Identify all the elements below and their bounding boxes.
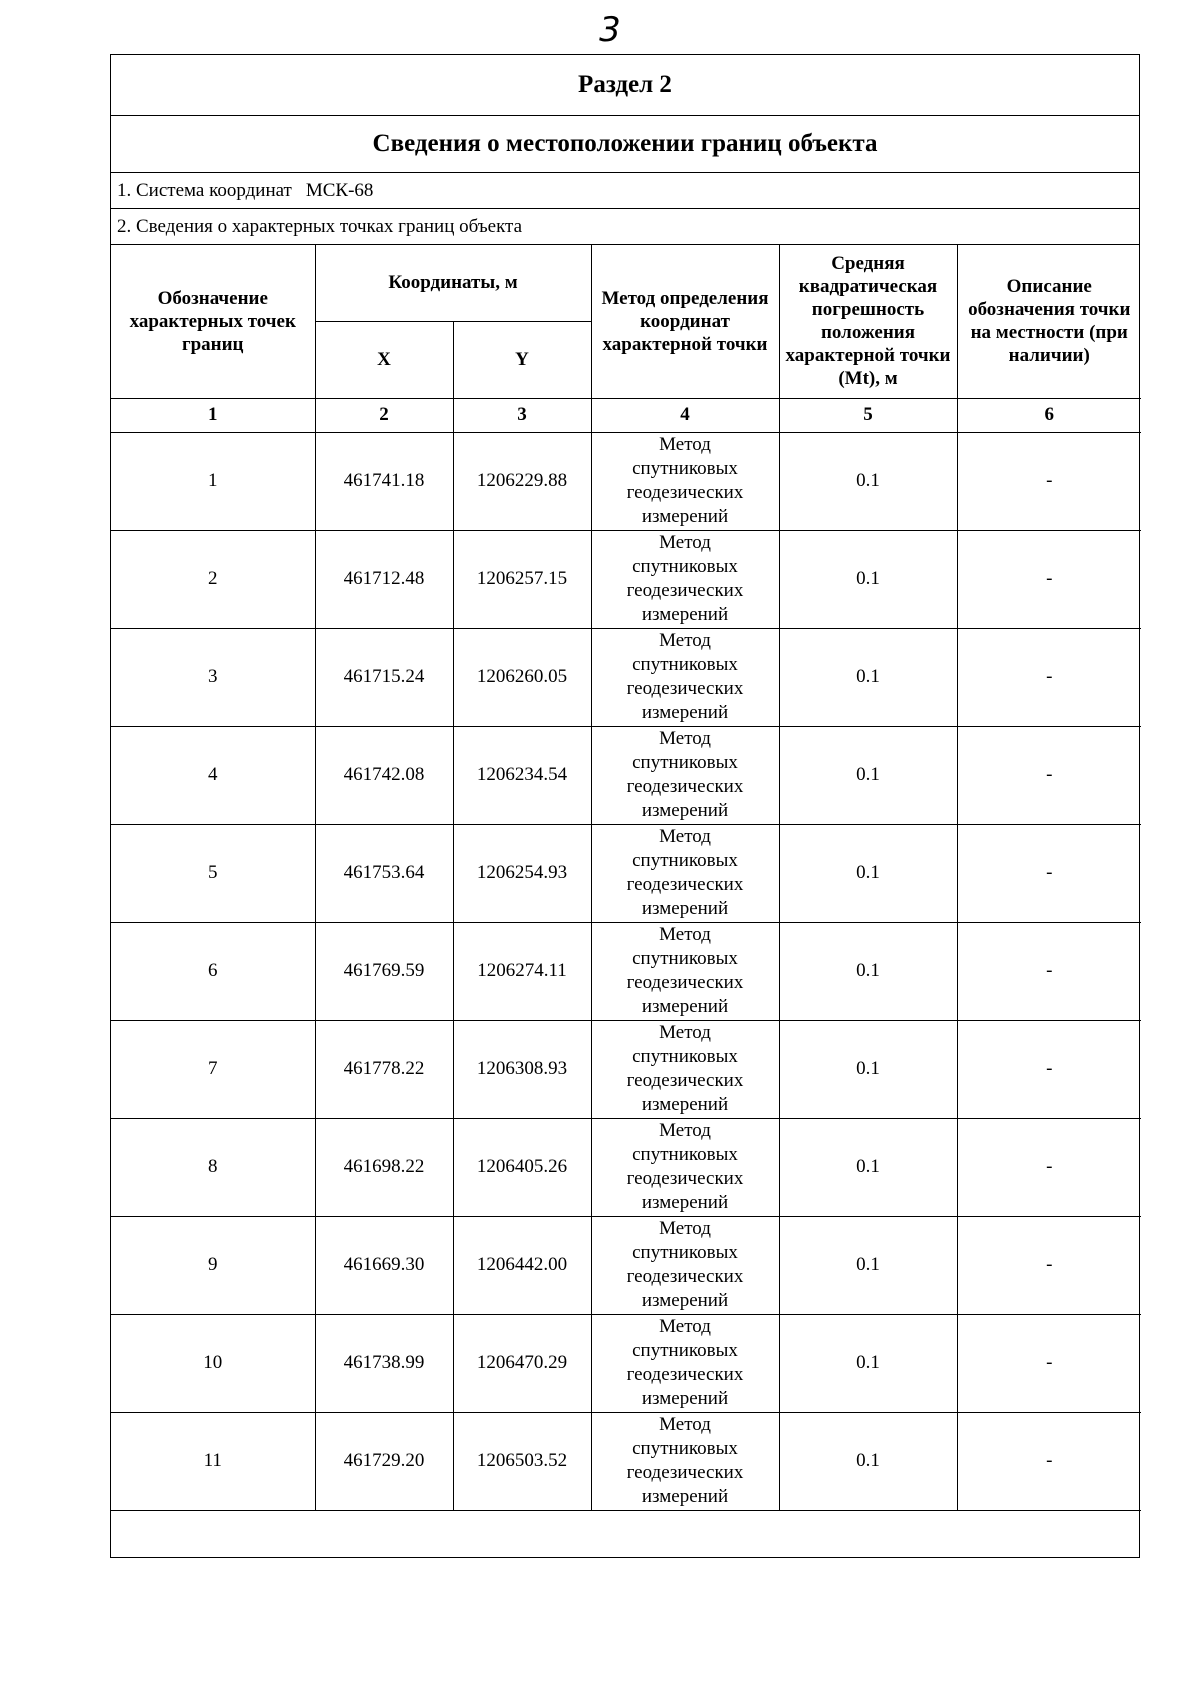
point-number: 9 <box>111 1216 315 1314</box>
error-value: 0.1 <box>779 922 957 1020</box>
method-cell: Метод спутниковых геодезических измерений <box>591 628 779 726</box>
coordinate-y: 1206274.11 <box>453 922 591 1020</box>
header-description: Описание обозначения точки на местности (при наличии) <box>957 245 1141 398</box>
coordinate-y: 1206503.52 <box>453 1412 591 1510</box>
header-error: Средняя квадратическая погрешность положения характерной точки (Mt), м <box>779 245 957 398</box>
document-title: Сведения о местоположении границ объекта <box>111 116 1139 173</box>
table-row <box>111 726 1141 824</box>
column-number: 2 <box>315 398 453 432</box>
description-value: - <box>957 1118 1141 1216</box>
method-cell: Метод спутниковых геодезических измерений <box>591 1118 779 1216</box>
description-value: - <box>957 432 1141 530</box>
method-cell: Метод спутниковых геодезических измерений <box>591 1314 779 1412</box>
description-value: - <box>957 1216 1141 1314</box>
point-number: 1 <box>111 432 315 530</box>
point-number: 11 <box>111 1412 315 1510</box>
method-cell: Метод спутниковых геодезических измерений <box>591 824 779 922</box>
coordinate-x: 461753.64 <box>315 824 453 922</box>
error-value: 0.1 <box>779 726 957 824</box>
table-row <box>111 1314 1141 1412</box>
description-value: - <box>957 1314 1141 1412</box>
description-value: - <box>957 530 1141 628</box>
coordinate-x: 461715.24 <box>315 628 453 726</box>
coordinate-x: 461669.30 <box>315 1216 453 1314</box>
description-value: - <box>957 1020 1141 1118</box>
error-value: 0.1 <box>779 1118 957 1216</box>
table-row <box>111 1118 1141 1216</box>
error-value: 0.1 <box>779 1020 957 1118</box>
header-y: Y <box>453 321 591 398</box>
coordinate-system-value: МСК-68 <box>305 180 374 201</box>
coordinate-x: 461741.18 <box>315 432 453 530</box>
method-cell: Метод спутниковых геодезических измерений <box>591 726 779 824</box>
coordinate-y: 1206257.15 <box>453 530 591 628</box>
coordinate-x: 461712.48 <box>315 530 453 628</box>
coordinate-y: 1206308.93 <box>453 1020 591 1118</box>
point-number: 6 <box>111 922 315 1020</box>
description-value: - <box>957 726 1141 824</box>
header-method: Метод определения координат характерной точки <box>591 245 779 398</box>
empty-footer-cell <box>111 1510 1141 1557</box>
method-cell: Метод спутниковых геодезических измерений <box>591 432 779 530</box>
column-number: 6 <box>957 398 1141 432</box>
column-number: 4 <box>591 398 779 432</box>
method-cell: Метод спутниковых геодезических измерений <box>591 1020 779 1118</box>
coordinate-y: 1206254.93 <box>453 824 591 922</box>
table-row <box>111 1216 1141 1314</box>
coordinate-y: 1206405.26 <box>453 1118 591 1216</box>
coordinate-y: 1206260.05 <box>453 628 591 726</box>
header-coordinates: Координаты, м <box>315 245 591 321</box>
coordinate-system-row <box>111 173 1139 209</box>
coordinate-x: 461729.20 <box>315 1412 453 1510</box>
table-row <box>111 824 1141 922</box>
column-number-row <box>111 398 1141 432</box>
coordinate-x: 461769.59 <box>315 922 453 1020</box>
method-cell: Метод спутниковых геодезических измерений <box>591 1412 779 1510</box>
coordinate-x: 461698.22 <box>315 1118 453 1216</box>
table-row <box>111 1020 1141 1118</box>
points-heading: 2. Сведения о характерных точках границ объекта <box>111 209 1139 245</box>
table-row <box>111 628 1141 726</box>
description-value: - <box>957 1412 1141 1510</box>
method-cell: Метод спутниковых геодезических измерений <box>591 1216 779 1314</box>
table-row <box>111 432 1141 530</box>
header-designation: Обозначение характерных точек границ <box>111 245 315 398</box>
coordinate-y: 1206234.54 <box>453 726 591 824</box>
coordinate-y: 1206470.29 <box>453 1314 591 1412</box>
empty-footer-row <box>111 1510 1141 1557</box>
table-row <box>111 1412 1141 1510</box>
table-row <box>111 530 1141 628</box>
point-number: 10 <box>111 1314 315 1412</box>
error-value: 0.1 <box>779 1216 957 1314</box>
coordinate-system-label: 1. Система координат <box>117 180 292 201</box>
description-value: - <box>957 628 1141 726</box>
coordinate-x: 461778.22 <box>315 1020 453 1118</box>
error-value: 0.1 <box>779 432 957 530</box>
error-value: 0.1 <box>779 1412 957 1510</box>
method-cell: Метод спутниковых геодезических измерений <box>591 922 779 1020</box>
error-value: 0.1 <box>779 824 957 922</box>
column-number: 1 <box>111 398 315 432</box>
page-number: 3 <box>599 10 621 50</box>
point-number: 2 <box>111 530 315 628</box>
column-number: 5 <box>779 398 957 432</box>
header-x: X <box>315 321 453 398</box>
section-heading: Раздел 2 <box>111 55 1139 116</box>
points-table <box>111 245 1141 1557</box>
error-value: 0.1 <box>779 628 957 726</box>
description-value: - <box>957 922 1141 1020</box>
error-value: 0.1 <box>779 530 957 628</box>
description-value: - <box>957 824 1141 922</box>
document-sheet <box>110 54 1140 1558</box>
point-number: 3 <box>111 628 315 726</box>
coordinate-y: 1206442.00 <box>453 1216 591 1314</box>
point-number: 5 <box>111 824 315 922</box>
table-row <box>111 922 1141 1020</box>
coordinate-x: 461742.08 <box>315 726 453 824</box>
method-cell: Метод спутниковых геодезических измерений <box>591 530 779 628</box>
error-value: 0.1 <box>779 1314 957 1412</box>
point-number: 4 <box>111 726 315 824</box>
coordinate-x: 461738.99 <box>315 1314 453 1412</box>
coordinate-y: 1206229.88 <box>453 432 591 530</box>
point-number: 7 <box>111 1020 315 1118</box>
column-number: 3 <box>453 398 591 432</box>
point-number: 8 <box>111 1118 315 1216</box>
